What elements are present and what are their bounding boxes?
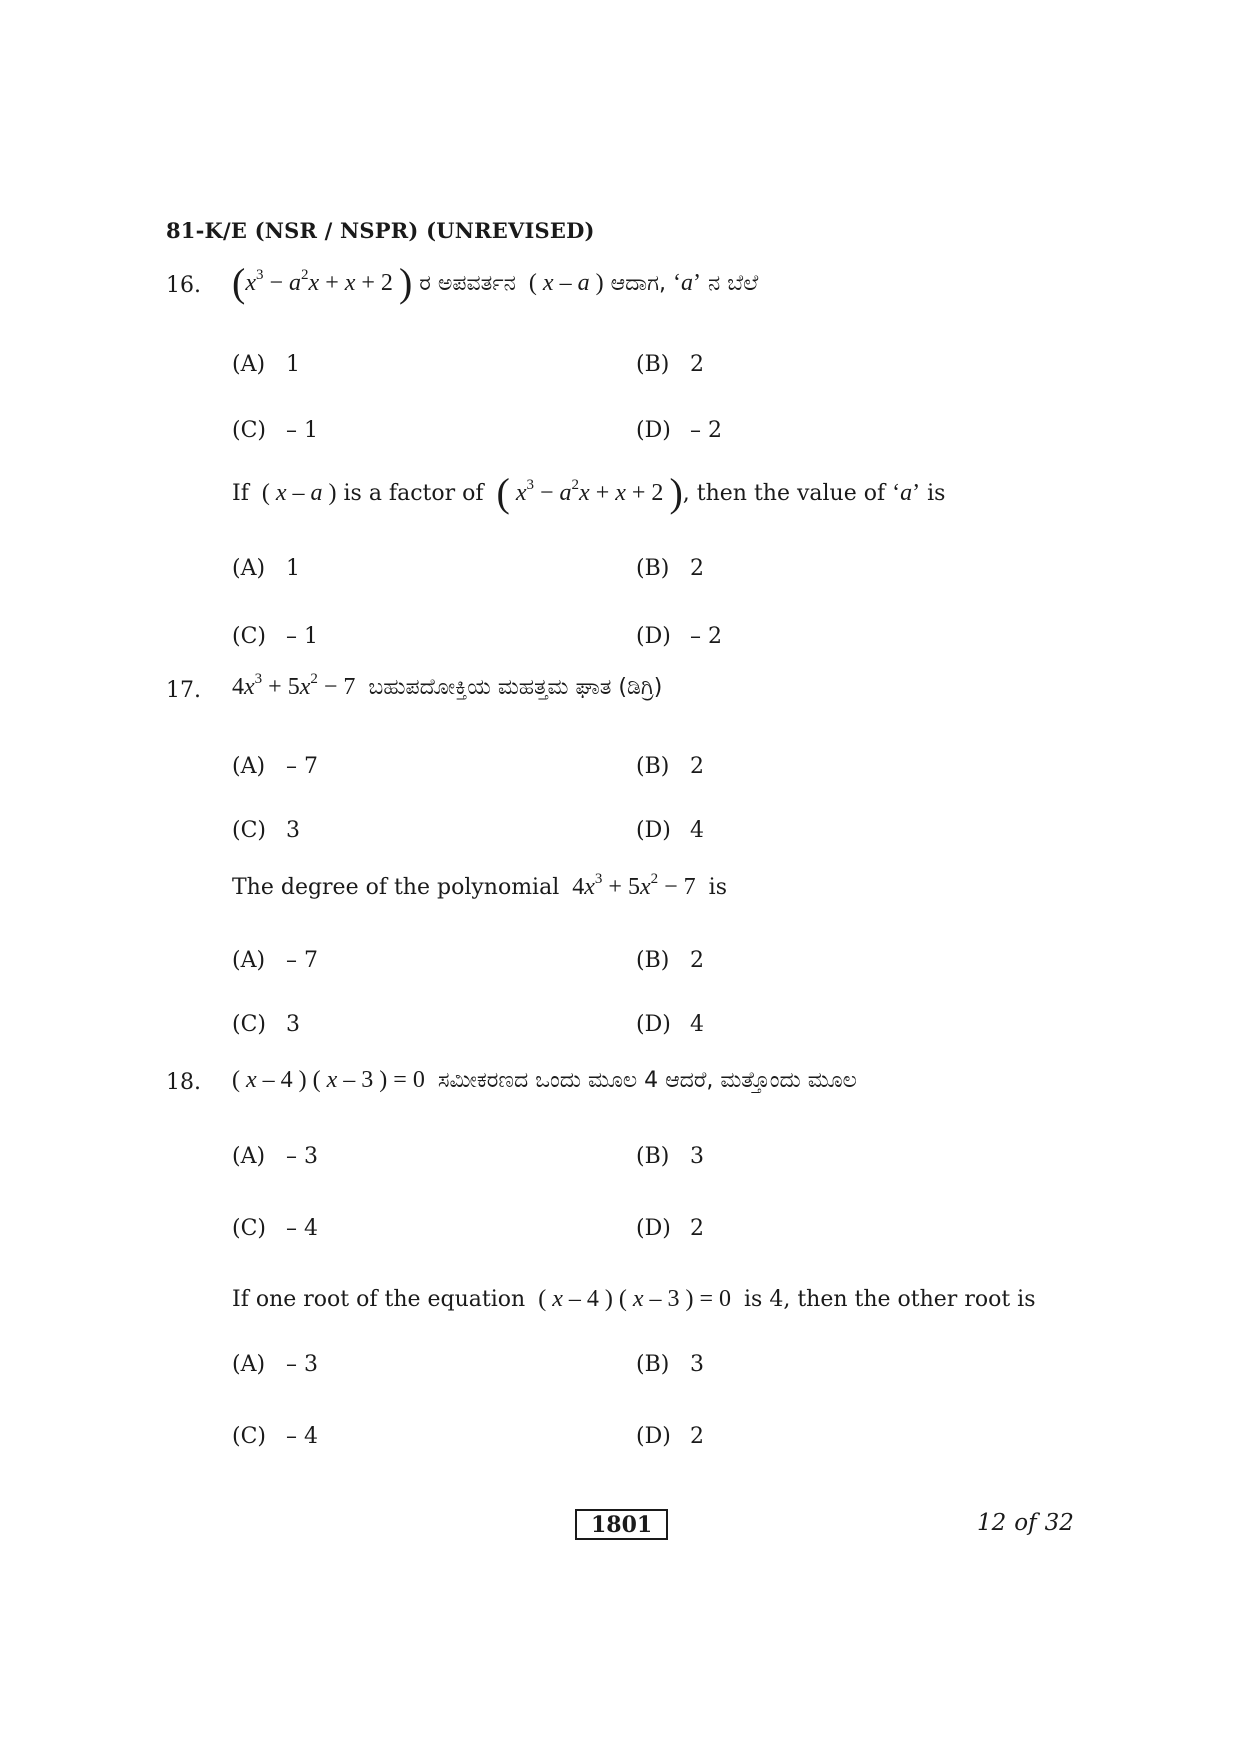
page-of: of — [1014, 1510, 1037, 1536]
q18-en-option-d[interactable]: (D) 2 — [636, 1424, 704, 1449]
page-total: 32 — [1044, 1510, 1074, 1536]
question-18-kannada — [232, 1067, 857, 1094]
q18-kn-option-d[interactable]: (D) 2 — [636, 1216, 704, 1241]
q18-kn-text: ಸಮೀಕರಣದ ಒಂದು ಮೂಲ 4 ಆದರೆ, ಮತ್ತೊಂದು ಮೂಲ — [437, 1068, 857, 1093]
q17-en-option-b[interactable]: (B) 2 — [636, 948, 704, 973]
question-16-kannada — [232, 260, 759, 305]
q16-kn-option-c[interactable]: (C) – 1 — [232, 418, 318, 443]
q17-en-option-c[interactable]: (C) 3 — [232, 1012, 300, 1037]
q18-en-end: is 4, then the other root is — [744, 1287, 1036, 1312]
page-number — [977, 1510, 1074, 1536]
q16-factor: ( x – a ) — [522, 270, 604, 296]
question-17-kannada — [232, 671, 663, 701]
q16-en-option-c[interactable]: (C) – 1 — [232, 624, 318, 649]
question-16-english: If ( x – a ) is a factor of ( $x^3 - a^2x + x + 2$ ), then the value of ‘a’ is — [232, 470, 946, 515]
paper-code-box: 1801 — [575, 1509, 668, 1540]
q18-en-option-c[interactable]: (C) – 4 — [232, 1424, 318, 1449]
q17-kn-text: ಬಹುಪದೋಕ್ತಿಯ ಮಹತ್ತಮ ಘಾತ (ಡಿಗ್ರಿ) — [368, 675, 663, 700]
q16-en-option-b[interactable]: (B) 2 — [636, 556, 704, 581]
q17-kn-option-a[interactable]: (A) – 7 — [232, 754, 318, 779]
q17-kn-option-b[interactable]: (B) 2 — [636, 754, 704, 779]
q17-en-option-d[interactable]: (D) 4 — [636, 1012, 704, 1037]
q16-kn-text-1: ರ ಅಪವರ್ತನ — [419, 271, 516, 296]
q16-kn-text-2: ಆದಾಗ, — [610, 271, 666, 296]
page-current: 12 — [977, 1510, 1007, 1536]
q18-equation: ( x – 4 ) ( x – 3 ) = 0 — [232, 1067, 431, 1093]
q17-en-option-a[interactable]: (A) – 7 — [232, 948, 318, 973]
q18-kn-option-c[interactable]: (C) – 4 — [232, 1216, 318, 1241]
question-17-number: 17. — [166, 678, 201, 703]
q18-kn-option-b[interactable]: (B) 3 — [636, 1144, 704, 1169]
q17-expression: $4x^3 + 5x^2 - 7$ — [232, 671, 362, 700]
q16-expression: ($x^3 - a^2x + x + 2$ ) — [232, 260, 413, 305]
q16-kn-option-a[interactable]: (A) 1 — [232, 352, 300, 377]
q18-en-pre: If one root of the equation — [232, 1287, 526, 1312]
q16-a-quoted: ‘a’ — [672, 270, 701, 296]
q17-kn-option-c[interactable]: (C) 3 — [232, 818, 300, 843]
q16-en-option-a[interactable]: (A) 1 — [232, 556, 300, 581]
q16-en-mid: is a factor of — [343, 481, 484, 506]
paper-header: 81-K/E (NSR / NSPR) (UNREVISED) — [166, 218, 595, 243]
q16-kn-option-b[interactable]: (B) 2 — [636, 352, 704, 377]
q16-en-pre: If — [232, 481, 249, 506]
question-18-english: If one root of the equation ( x – 4 ) ( x – 3 ) = 0 is 4, then the other root is — [232, 1286, 1036, 1312]
question-18-number: 18. — [166, 1070, 201, 1095]
q17-en-end: is — [708, 875, 727, 900]
question-17-english: The degree of the polynomial $4x^3 + 5x^2 - 7$ is — [232, 871, 727, 900]
q16-kn-text-3: ನ ಬೆಲೆ — [707, 271, 759, 296]
q18-en-option-b[interactable]: (B) 3 — [636, 1352, 704, 1377]
q16-en-option-d[interactable]: (D) – 2 — [636, 624, 722, 649]
q16-en-end: is — [927, 481, 946, 506]
q18-en-option-a[interactable]: (A) – 3 — [232, 1352, 318, 1377]
q17-kn-option-d[interactable]: (D) 4 — [636, 818, 704, 843]
q16-kn-option-d[interactable]: (D) – 2 — [636, 418, 722, 443]
q16-en-post: , then the value of — [682, 481, 886, 506]
question-16-number: 16. — [166, 273, 201, 298]
q18-kn-option-a[interactable]: (A) – 3 — [232, 1144, 318, 1169]
q17-en-pre: The degree of the polynomial — [232, 875, 560, 900]
